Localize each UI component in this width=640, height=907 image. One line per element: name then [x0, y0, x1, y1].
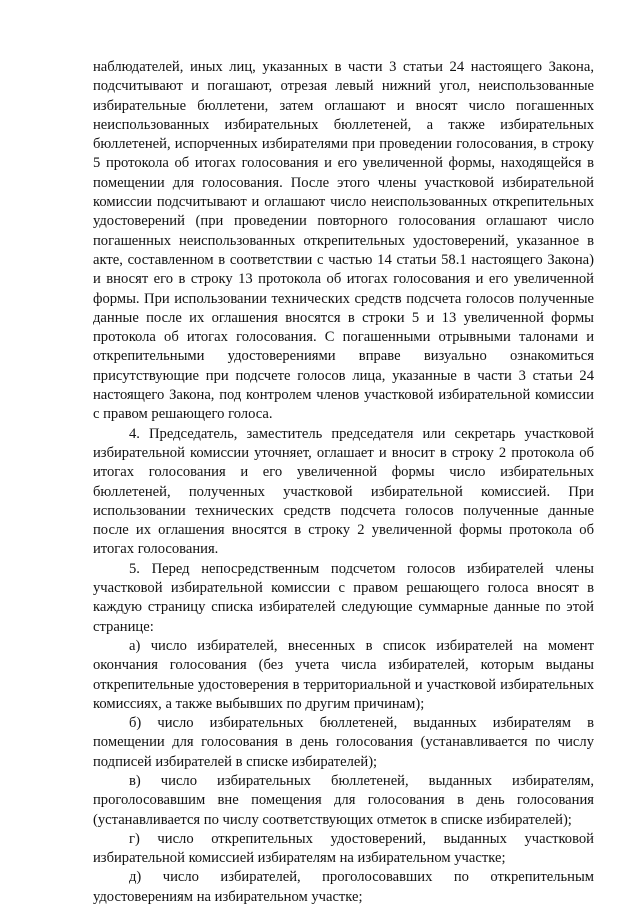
subitem-d: д) число избирателей, проголосовавших по открепительным удостоверениям на избирательном участке;	[93, 869, 594, 905]
subitem-v: в) число избирательных бюллетеней, выданных избирателям, проголосовавшим вне помещения для голосования в день голосования (устанавливается по числу соответствующих отметок в списке избирателей);	[93, 772, 594, 828]
subitem-g: г) число открепительных удостоверений, выданных участковой избирательной комиссией избирателям на избирательном участке;	[93, 830, 594, 867]
paragraph-continuation: наблюдателей, иных лиц, указанных в части 3 статьи 24 настоящего Закона, подсчитывают и погашают, отрезая левый нижний угол, неиспользованные избирательные бюллетени, затем оглашают и вносят число погашенных неиспользованных избирательных бюллетеней, а также избирательных бюллетеней, испорченных избирателями при проведении голосования, в строку 5 протокола об итогах голосования и его увеличенной формы, находящейся в помещении для голосования. После этого члены участковой избирательной комиссии подсчитывают и оглашают число неиспользованных открепительных удостоверений (при проведении повторного голосования оглашают число погашенных неиспользованных открепительных удостоверений, указанное в акте, составленном в соответствии с частью 14 статьи 58.1 настоящего Закона) и вносят его в строку 13 протокола об итогах голосования и его увеличенной формы. При использовании технических средств подсчета голосов полученные данные после их оглашения вносятся в строки 5 и 13 увеличенной формы протокола об итогах голосования. С погашенными отрывными талонами и открепительными удостоверениями вправе визуально ознакомиться присутствующие при подсчете голосов лица, указанные в части 3 статьи 24 настоящего Закона, под контролем членов участковой избирательной комиссии с правом решающего голоса.	[93, 59, 594, 423]
paragraph-item-4: 4. Председатель, заместитель председателя или секретарь участковой избирательной комиссии уточняет, оглашает и вносит в строку 2 протокола об итогах голосования и его увеличенной формы число избирательных бюллетеней, полученных участковой избирательной комиссией. При использовании технических средств подсчета голосов полученные данные после их оглашения вносятся в строку 2 увеличенной формы протокола об итогах голосования.	[93, 425, 594, 558]
document-page	[93, 58, 594, 907]
paragraph-item-5: 5. Перед непосредственным подсчетом голосов избирателей члены участковой избирательной комиссии с правом решающего голоса вносят в каждую страницу списка избирателей следующие суммарные данные по этой странице:	[93, 560, 594, 635]
subitem-a: а) число избирателей, внесенных в список избирателей на момент окончания голосования (без учета числа избирателей, которым выданы открепительные удостоверения в территориальной и участковой избирательных комиссиях, а также выбывших по другим причинам);	[93, 637, 594, 712]
subitem-b: б) число избирательных бюллетеней, выданных избирателям в помещении для голосования в день голосования (устанавливается по числу подписей избирателей в списке избирателей);	[93, 715, 594, 770]
